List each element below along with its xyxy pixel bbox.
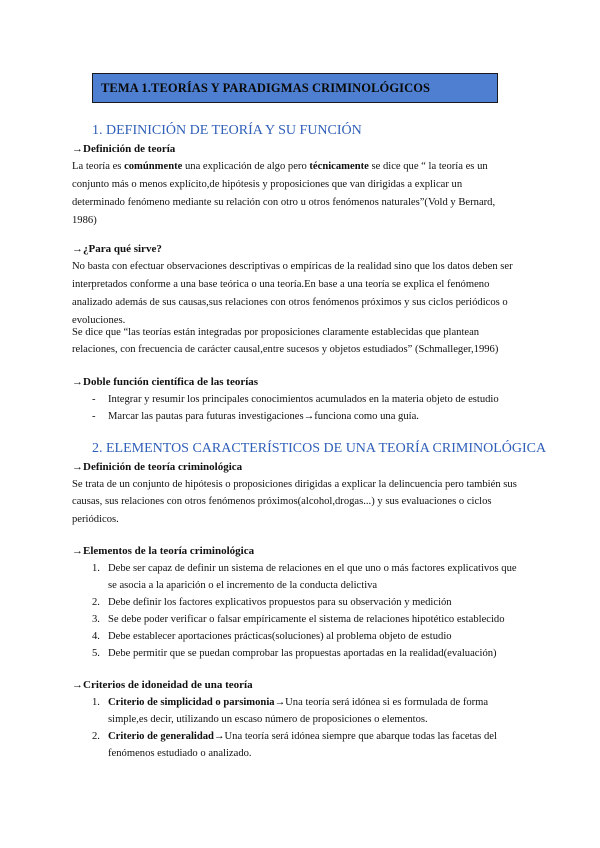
list-item-continuation: fenómenos estudiado o analizado. [108, 748, 252, 759]
list-item: Debe establecer aportaciones prácticas(soluciones) al problema objeto de estudio [108, 631, 452, 642]
list-item: Debe permitir que se puedan comprobar las propuestas aportadas en la realidad(evaluación) [108, 648, 497, 659]
subheading-definicion-criminologica: →Definición de teoría criminológica [72, 461, 243, 473]
subheading-doble-funcion: →Doble función científica de las teorías [72, 376, 259, 388]
paragraph-line: causas, sus relaciones con otros fenómenos próximos(alcohol,drogas...) y sus evaluaciones o ciclos [72, 496, 492, 507]
title-box [92, 73, 498, 103]
paragraph-line: periódicos. [72, 514, 119, 525]
list-item: Debe ser capaz de definir un sistema de relaciones en el que uno o más factores explicativos que [108, 563, 517, 574]
list-item-continuation: simple,es decir, utilizando un escaso número de proposiciones o elementos. [108, 714, 428, 725]
paragraph-line: 1986) [72, 215, 97, 226]
list-number: 2. [92, 731, 100, 742]
bullet-dash: - [92, 394, 96, 405]
list-number: 1. [92, 563, 100, 574]
paragraph-line: Se dice que “las teorías están integradas por proposiciones claramente establecidas que plantean [72, 327, 480, 338]
list-number: 4. [92, 631, 100, 642]
section-2-heading: 2. ELEMENTOS CARACTERÍSTICOS DE UNA TEORÍA CRIMINOLÓGICA [92, 441, 547, 456]
paragraph-line: conjunto más o menos explícito,de hipótesis y proposiciones que van dirigidas a explicar un [72, 179, 463, 190]
list-item: Criterio de simplicidad o parsimonia→Una teoría será idónea si es formulada de forma [108, 697, 489, 708]
list-item: Debe definir los factores explicativos propuestos para su observación y medición [108, 597, 452, 608]
paragraph-line: relaciones, con frecuencia de carácter causal,entre sucesos y objetos estudiados” (Schmalleger,1996) [72, 344, 499, 355]
paragraph-line: analizado además de sus causas,sus relaciones con otros fenómenos próximos y sus ciclos periódicos o [72, 297, 508, 308]
subheading-elementos: →Elementos de la teoría criminológica [72, 545, 255, 557]
paragraph-line: interpretados conforme a una base teórica o una teoría.En base a una teoría se explica el fenómeno [72, 279, 490, 290]
list-item: Criterio de generalidad→Una teoría será idónea siempre que abarque todas las facetas del [108, 731, 497, 742]
list-item: Se debe poder verificar o falsar empíricamente el sistema de relaciones hipotético establecido [108, 614, 505, 625]
list-number: 2. [92, 597, 100, 608]
subheading-para-que-sirve: →¿Para qué sirve? [72, 243, 162, 255]
document-title: TEMA 1.TEORÍAS Y PARADIGMAS CRIMINOLÓGICOS [101, 81, 431, 95]
paragraph-line: Se trata de un conjunto de hipótesis o proposiciones dirigidas a explicar la delincuencia pero también sus [72, 479, 517, 490]
subheading-definicion-teoria: →Definición de teoría [72, 143, 176, 155]
list-item-continuation: se asocia a la aparición o el incremento de la conducta delictiva [108, 580, 378, 591]
list-number: 3. [92, 614, 100, 625]
paragraph-line: evoluciones. [72, 315, 126, 326]
list-item: Integrar y resumir los principales conocimientos acumulados en la materia objeto de estudio [108, 394, 499, 405]
paragraph-line: determinado fenómeno mediante su relación con otro u otros fenómenos naturales”(Vold y Bernard, [72, 197, 496, 208]
section-1-heading: 1. DEFINICIÓN DE TEORÍA Y SU FUNCIÓN [92, 123, 362, 138]
bullet-dash: - [92, 411, 96, 422]
paragraph-line: No basta con efectuar observaciones descriptivas o empíricas de la realidad sino que los datos deben ser [72, 261, 513, 272]
list-item: Marcar las pautas para futuras investigaciones→funciona como una guía. [108, 411, 419, 422]
subheading-criterios: →Criterios de idoneidad de una teoría [72, 679, 253, 691]
list-number: 1. [92, 697, 100, 708]
list-number: 5. [92, 648, 100, 659]
paragraph-line: La teoría es comúnmente una explicación de algo pero técnicamente se dice que “ la teoría es un [72, 161, 488, 172]
